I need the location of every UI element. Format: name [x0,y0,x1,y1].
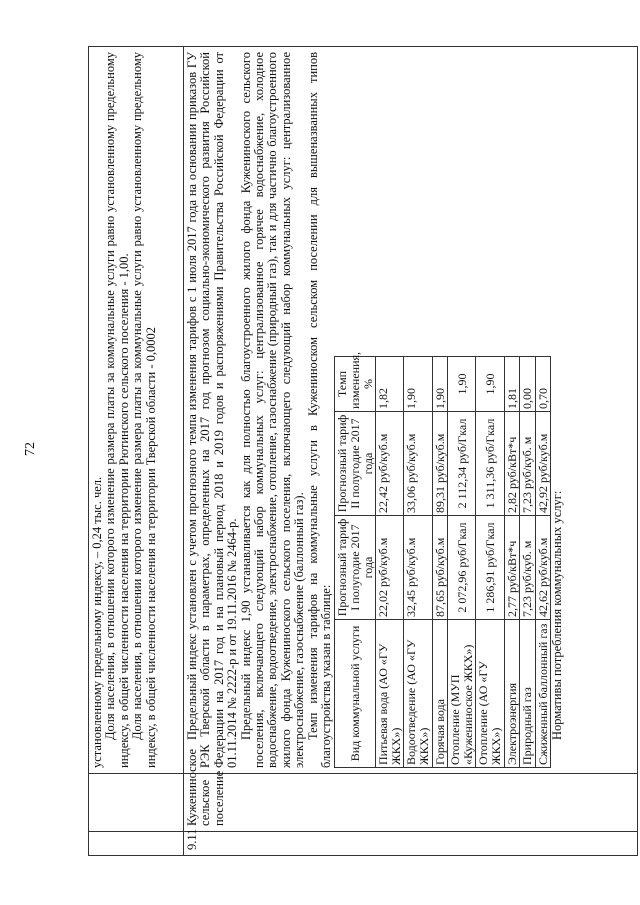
service-name: Водоотведение (АО «ГУ ЖКХ») [404,620,432,768]
rate: 1,90 [448,357,476,412]
service-name: Питьевая вода (АО «ГУ ЖКХ») [376,620,404,768]
rate: 1,81 [504,357,520,412]
table-row [376,357,404,768]
tariff-h2: 42,92 руб/куб.м [535,412,551,516]
service-name: Природный газ [520,620,536,768]
index-basis-paragraph: Предельный индекс установлен с учетом прогнозного темпа изменения тарифов с 1 июля 2017 года на основании приказов ГУ РЭК Тверской области в параметрах, определенных на 2017 год прогнозом социально-экономического развития Российской Федерации на 2017 год и на плановый период 2018 и 2019 годов и распоряжениями Правительства Российской Федерации от 01.11.2014 № 2222-р и от 19.11.2016 № 2464-р. [185,52,240,768]
service-name: Отопление (АО «ГУ ЖКХ») [476,620,504,768]
rate: 1,82 [376,357,404,412]
tariff-h1: 2 072,96 руб/Гкал [448,516,476,620]
tariff-h1: 42,62 руб/куб.м [535,516,551,620]
tariff-h2: 1 311,36 руб/Гкал [476,412,504,516]
header-rate: Темп изменения, % [335,357,376,412]
service-name: Горячая вода [432,620,448,768]
row-number: 9.11 [184,832,638,856]
rate: 1,90 [476,357,504,412]
tariff-h1: 7,23 руб/куб. м [520,516,536,620]
tariff-table-header [335,357,376,768]
settlement-name: Кужениноское сельское поселение [184,774,638,832]
table-row [520,357,536,768]
document-content [88,46,638,856]
settlement-text-cell [184,47,638,774]
service-name: Отопление (МУП «Кужениноское ЖКХ») [448,620,476,768]
continuation-paragraph-2: Доля населения, в отношении которого изменение размера платы за коммунальные услуги равно установленному предельному индексу, в общей численности населения на территории Рютинского сельского поселения - 1,00. [103,52,131,768]
header-service: Вид коммунальной услуги [335,620,376,768]
outer-table [88,46,638,856]
tariff-h1: 1 286,91 руб/Гкал [476,516,504,620]
rate: 0,00 [520,357,536,412]
tariff-h1: 2,77 руб/кВт*ч [504,516,520,620]
table-row [404,357,432,768]
table-row [535,357,551,768]
tariff-h2: 2,82 руб/кВт*ч [504,412,520,516]
table-row [448,357,476,768]
norms-heading: Нормативы потребления коммунальных услуг: [550,490,565,740]
tariff-h2: 2 112,34 руб/Гкал [448,412,476,516]
tariff-h2: 22,42 руб/куб.м [376,412,404,516]
tariff-h1: 87,65 руб/куб.м [432,516,448,620]
continuation-paragraph-3: Доля населения, в отношении которого изменение размера платы за коммунальные услуги равно установленному предельному индексу, в общей численности населения на территории Тверской области - 0,0002 [130,52,158,768]
tariff-h1: 22,02 руб/куб.м [376,516,404,620]
settlement-row [184,47,638,856]
table-row [476,357,504,768]
service-name: Электроэнергия [504,620,520,768]
rate: 1,90 [432,357,448,412]
continuation-row [89,47,184,856]
rate: 1,90 [404,357,432,412]
tariff-h2: 89,31 руб/куб.м [432,412,448,516]
continuation-text-cell [89,47,184,774]
tariff-h2: 7,23 руб/куб. м [520,412,536,516]
header-tariff-h1: Прогнозный тариф I полугодие 2017 года [335,516,376,620]
tariff-h2: 33,06 руб/куб.м [404,412,432,516]
continuation-line: установленному предельному индексу, – 0,24 тыс. чел. [90,476,104,768]
service-name: Сжиженный баллонный газ [535,620,551,768]
rotated-page-area [88,46,638,856]
table-row [504,357,520,768]
tariff-intro-paragraph: Темп изменения тарифов на коммунальные услуги в Кужениноском сельском поселении для вышеназванных типов благоустройства указан в таблице: [305,52,334,768]
continuation-number-cell [89,832,184,856]
index-scope-paragraph: Предельный индекс 1,90 устанавливается как для полностью благоустроенного жилого фонда Кужениноского сельского поселения, включающего следующий набор коммунальных услуг: централизованное горячее водоснабжение, холодное водоснабжение, водоотведение, электроснабжение, отопление, газоснабжение (природный газ), так и для частично благоустроенного жилого фонда Кужениноского сельского поселения, включающего следующий набор коммунальных услуг: централизованное электроснабжение, газоснабжение (баллонный газ). [238,52,307,768]
rate: 0,70 [535,357,551,412]
header-tariff-h2: Прогнозный тариф II полугодие 2017 года [335,412,376,516]
tariff-h1: 32,45 руб/куб.м [404,516,432,620]
table-row [432,357,448,768]
page-number: 72 [23,442,38,456]
tariff-table [334,351,551,768]
continuation-name-cell [89,774,184,832]
